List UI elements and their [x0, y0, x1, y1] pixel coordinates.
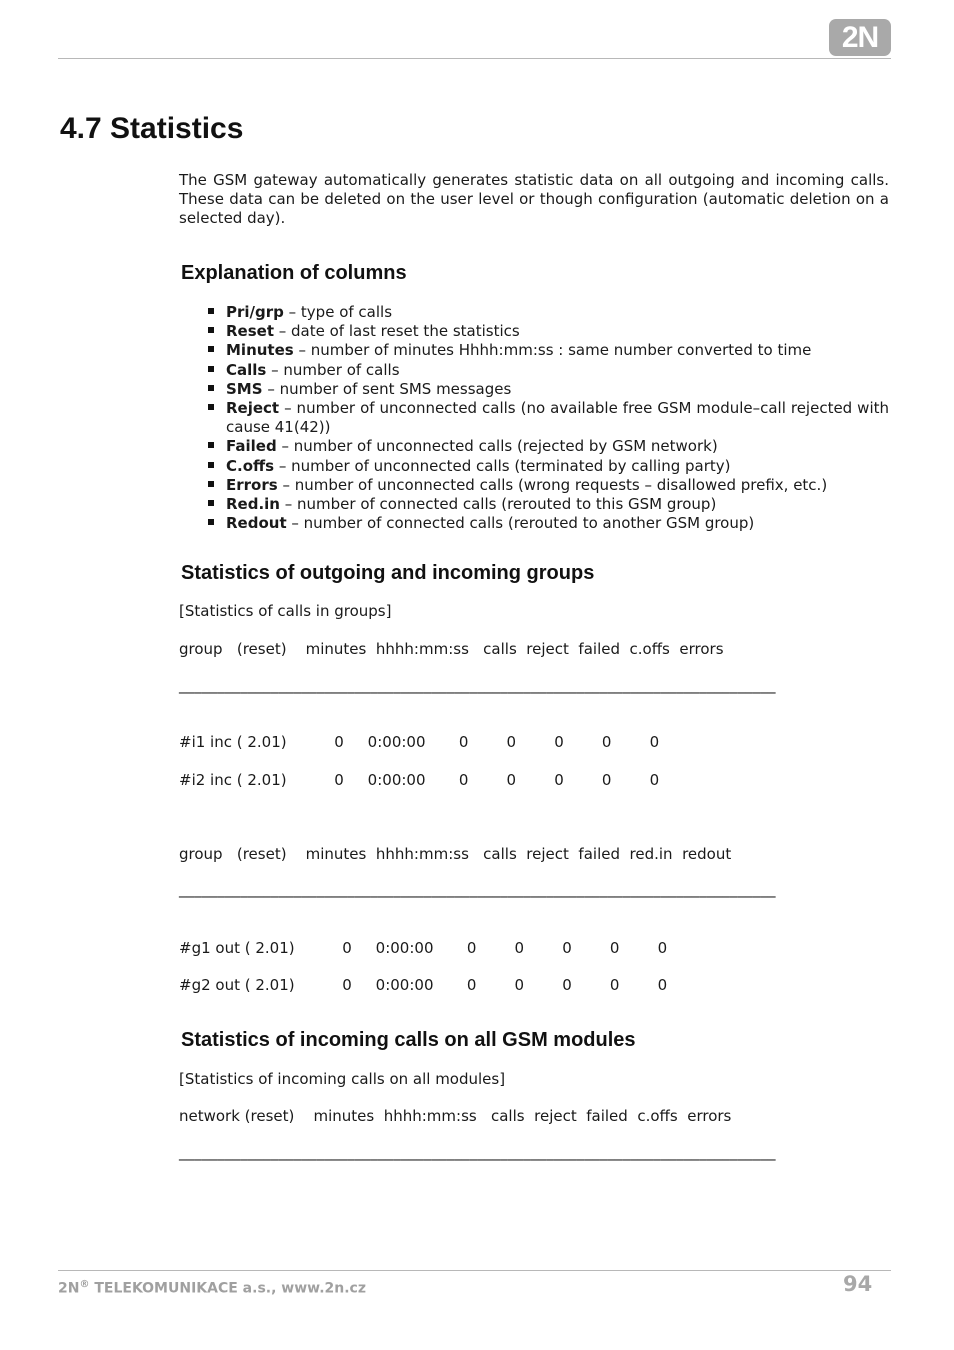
page-title: 4.7 Statistics	[60, 112, 244, 145]
footer-rule	[58, 1270, 891, 1271]
table1-separator: ______________________________________________________________________________	[179, 676, 776, 694]
list-item	[226, 303, 889, 322]
bullet-icon	[208, 462, 214, 468]
bullet-icon	[208, 481, 214, 487]
item-desc: – number of connected calls (rerouted to another GSM group)	[286, 514, 755, 533]
table-row: #g2 out ( 2.01) 0 0:00:00 0 0 0 0 0	[179, 976, 668, 994]
list-item	[226, 437, 889, 456]
item-desc: – number of sent SMS messages	[262, 379, 512, 398]
item-term: SMS	[226, 379, 263, 398]
table2-header: group (reset) minutes hhhh:mm:ss calls reject failed red.in redout	[179, 845, 732, 863]
item-term: Reset	[226, 322, 274, 341]
item-desc: – number of unconnected calls (terminated by calling party)	[274, 456, 731, 475]
list-item	[226, 399, 889, 437]
list-item	[226, 476, 889, 495]
list-item	[226, 457, 889, 476]
list-item	[226, 495, 889, 514]
modules-header: network (reset) minutes hhhh:mm:ss calls reject failed c.offs errors	[179, 1107, 732, 1125]
item-desc: – number of unconnected calls (no available free GSM module–call rejected with cause 41(42))	[226, 399, 889, 437]
brand-logo: 2N	[829, 19, 891, 56]
bullet-icon	[208, 519, 214, 525]
footer-brand: 2N	[58, 1280, 80, 1297]
item-desc: – number of unconnected calls (wrong requests – disallowed prefix, etc.)	[277, 475, 828, 494]
item-desc: – date of last reset the statistics	[274, 322, 520, 341]
bullet-icon	[208, 346, 214, 352]
item-desc: – type of calls	[283, 303, 393, 321]
groups-heading: Statistics of outgoing and incoming groups	[181, 562, 595, 584]
footer-company-text: TELEKOMUNIKACE a.s., www.2n.cz	[89, 1280, 366, 1297]
bullet-icon	[208, 366, 214, 372]
list-item	[226, 361, 889, 380]
item-desc: – number of calls	[266, 360, 400, 379]
list-item	[226, 322, 889, 341]
item-term: Pri/grp	[226, 303, 284, 321]
page-number: 94	[843, 1272, 873, 1296]
modules-heading: Statistics of incoming calls on all GSM modules	[181, 1029, 636, 1051]
item-term: C.offs	[226, 456, 275, 475]
list-item	[226, 341, 889, 360]
item-term: Errors	[226, 475, 278, 494]
table-row: #i1 inc ( 2.01) 0 0:00:00 0 0 0 0 0	[179, 733, 660, 751]
intro-paragraph: The GSM gateway automatically generates statistic data on all outgoing and incoming calls. These data can be deleted on the user level or though configuration (automatic deletion on a selected day).	[179, 171, 889, 227]
item-desc: – number of minutes Hhhh:mm:ss : same number converted to time	[293, 341, 812, 360]
item-desc: – number of unconnected calls (rejected by GSM network)	[276, 437, 718, 456]
bullet-icon	[208, 442, 214, 448]
item-term: Failed	[226, 437, 277, 456]
modules-separator: ______________________________________________________________________________	[179, 1143, 776, 1161]
item-term: Redout	[226, 514, 287, 533]
table1-header: group (reset) minutes hhhh:mm:ss calls reject failed c.offs errors	[179, 640, 724, 658]
item-term: Red.in	[226, 495, 280, 514]
list-item	[226, 380, 889, 399]
bullet-icon	[208, 385, 214, 391]
table-row: #g1 out ( 2.01) 0 0:00:00 0 0 0 0 0	[179, 939, 668, 957]
bullet-icon	[208, 404, 214, 410]
item-term: Reject	[226, 399, 280, 418]
list-item	[226, 514, 889, 533]
item-term: Calls	[226, 360, 267, 379]
bullet-icon	[208, 327, 214, 333]
registered-mark: ®	[79, 1279, 90, 1290]
table2-separator: ______________________________________________________________________________	[179, 880, 776, 898]
bullet-icon	[208, 308, 214, 314]
item-term: Minutes	[226, 341, 294, 360]
groups-caption: [Statistics of calls in groups]	[179, 602, 392, 620]
modules-caption: [Statistics of incoming calls on all modules]	[179, 1070, 506, 1088]
bullet-icon	[208, 500, 214, 506]
columns-heading: Explanation of columns	[181, 262, 407, 284]
footer-company	[58, 1279, 366, 1297]
table-row: #i2 inc ( 2.01) 0 0:00:00 0 0 0 0 0	[179, 771, 660, 789]
columns-list	[226, 303, 889, 533]
item-desc: – number of connected calls (rerouted to this GSM group)	[279, 495, 717, 514]
header-rule	[58, 58, 891, 59]
